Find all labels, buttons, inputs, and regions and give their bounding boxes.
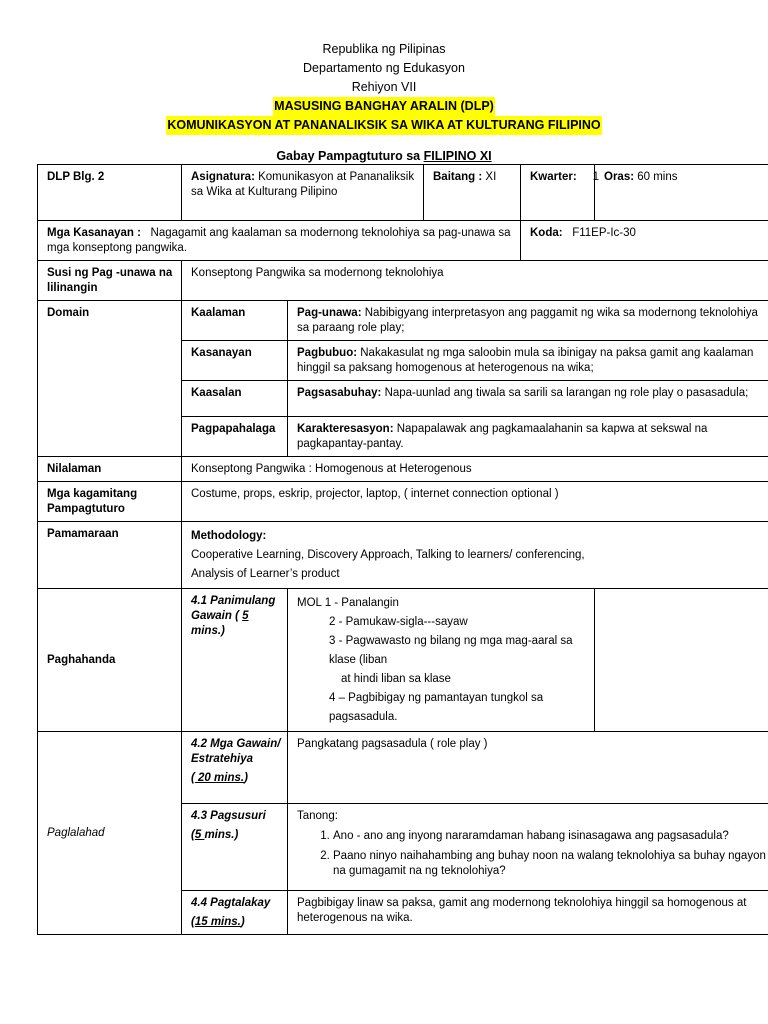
- step-4-3: 4.3 Pagsusuri (5 mins.): [182, 804, 288, 891]
- domain-pagpapahalaga: Pagpapahalaga: [182, 417, 288, 457]
- republic-line: Republika ng Pilipinas: [322, 42, 446, 56]
- domain-pagpapahalaga-desc: Karakteresasyon: Napapalawak ang pagkamaalahanin sa kapwa at sekswal na pagkapantay-pantay.: [288, 417, 768, 457]
- domain-kasanayan: Kasanayan: [182, 341, 288, 381]
- step-4-2: 4.2 Mga Gawain/ Estratehiya ( 20 mins.): [182, 732, 288, 804]
- kasanayan-cell: Mga Kasanayan : Nagagamit ang kaalaman sa modernong teknolohiya sa pag-unawa sa mga konseptong pangwika.: [38, 221, 521, 261]
- pamamaraan-label: Pamamaraan: [38, 522, 182, 589]
- nilalaman-label: Nilalaman: [38, 457, 182, 482]
- paghahanda-label: Paghahanda: [38, 589, 182, 732]
- dlp-table: [37, 164, 768, 935]
- domain-kasanayan-desc: Pagbubuo: Nakakasulat ng mga saloobin mula sa ibinigay na paksa gamit ang kaalaman hinggil sa paksang homogenous at heterogenous na wika;: [288, 341, 768, 381]
- question-item: 1. Ano - ano ang inyong nararamdaman habang isinasagawa ang pagsasadula?: [333, 829, 766, 844]
- question-item: 2. Paano ninyo naihahambing ang buhay noon na walang teknolohiya sa buhay ngayon na gumagamit na ng teknolohiya?: [333, 849, 766, 879]
- gabay-subject: FILIPINO XI: [423, 149, 492, 163]
- dlp-title: MASUSING BANGHAY ARALIN (DLP): [273, 97, 495, 116]
- department-line: Departamento ng Edukasyon: [303, 61, 465, 75]
- kagamitan-label: Mga kagamitang Pampagtuturo: [38, 482, 182, 522]
- baitang-cell: Baitang : XI: [424, 165, 521, 221]
- subject-title: KOMUNIKASYON AT PANANALIKSIK SA WIKA AT KULTURANG FILIPINO: [166, 116, 601, 135]
- step-4-3-desc: Tanong: 1. Ano - ano ang inyong nararamdaman habang isinasagawa ang pagsasadula? 2. Paano ninyo naihahambing ang buhay noon na walang teknolohiya sa buhay ngayon na gumagamit na ng teknolohiya?: [288, 804, 768, 891]
- nilalaman-value: Konseptong Pangwika : Homogenous at Heterogenous: [182, 457, 768, 482]
- region-line: Rehiyon VII: [351, 80, 417, 94]
- document-header: [0, 40, 768, 166]
- susi-value: Konseptong Pangwika sa modernong teknolohiya: [182, 261, 768, 301]
- pamamaraan-value: Methodology: Cooperative Learning, Discovery Approach, Talking to learners/ conferencing, Analysis of Learner’s product: [182, 522, 768, 589]
- oras-cell: Oras: 60 mins: [595, 165, 768, 221]
- domain-kaalaman-desc: Pag-unawa: Nabibigyang interpretasyon ang paggamit ng wika sa modernong teknolohiya sa paraang role play;: [288, 301, 768, 341]
- domain-label: Domain: [38, 301, 182, 457]
- step-4-4: 4.4 Pagtalakay (15 mins.): [182, 891, 288, 935]
- domain-kaasalan-desc: Pagsasabuhay: Napa-uunlad ang tiwala sa sarili sa larangan ng role play o pasasadula;: [288, 381, 768, 417]
- mol-list: MOL 1 - Panalangin 2 - Pamukaw-sigla---sayaw 3 - Pagwawasto ng bilang ng mga mag-aaral sa klase (liban at hindi liban sa klase 4 – Pagbibigay ng pamantayan tungkol sa pagsasadula.: [288, 589, 595, 732]
- dlp-number-cell: DLP Blg. 2: [38, 165, 182, 221]
- kwarter-cell: Kwarter: 1: [521, 165, 595, 221]
- step-4-2-desc: Pangkatang pagsasadula ( role play ): [288, 732, 768, 804]
- kagamitan-value: Costume, props, eskrip, projector, laptop, ( internet connection optional ): [182, 482, 768, 522]
- paglalahad-label: Paglalahad: [38, 732, 182, 935]
- step-4-4-desc: Pagbibigay linaw sa paksa, gamit ang modernong teknolohiya hinggil sa homogenous at heterogenous na wika.: [288, 891, 768, 935]
- gabay-line: Gabay Pampagtuturo sa FILIPINO XI: [276, 149, 492, 163]
- asignatura-cell: Asignatura: Komunikasyon at Pananaliksik sa Wika at Kulturang Pilipino: [182, 165, 424, 221]
- susi-label: Susi ng Pag -unawa na lilinangin: [38, 261, 182, 301]
- domain-kaasalan: Kaasalan: [182, 381, 288, 417]
- domain-kaalaman: Kaalaman: [182, 301, 288, 341]
- koda-cell: Koda: F11EP-Ic-30: [521, 221, 768, 261]
- question-list: [297, 829, 766, 879]
- step-4-1: 4.1 Panimulang Gawain ( 5 mins.): [182, 589, 288, 732]
- paghahanda-empty: [595, 589, 768, 732]
